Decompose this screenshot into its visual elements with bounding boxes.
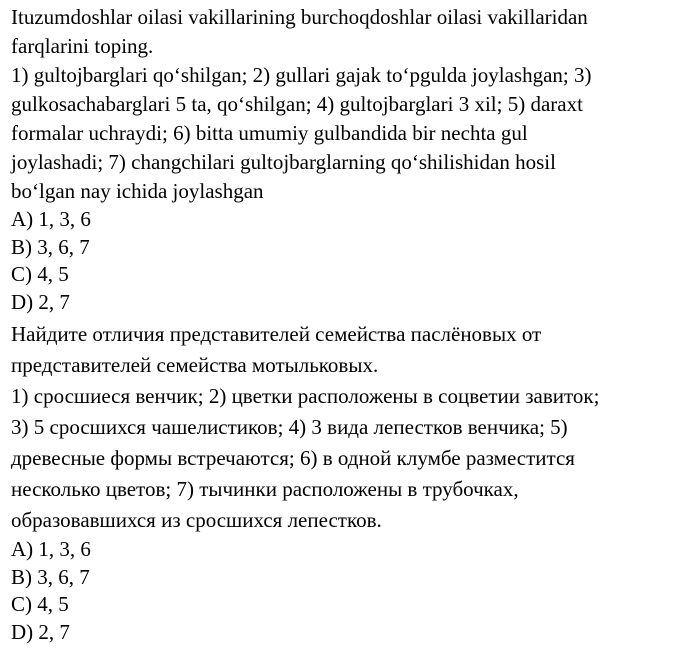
options-ru	[11, 536, 691, 646]
question-uz-line-6: joylashadi; 7) changchilari gultojbarglarning qo‘shilishidan hosil	[11, 150, 556, 174]
question-uz-line-3: 1) gultojbarglari qo‘shilgan; 2) gullari gajak to‘pgulda joylashgan; 3)	[11, 63, 592, 87]
question-ru-line-7: образовавшихся из сросшихся лепестков.	[11, 508, 382, 532]
option-uz-d: D) 2, 7	[11, 289, 70, 314]
option-uz-a: A) 1, 3, 6	[11, 207, 91, 231]
question-ru-line-1: Найдите отличия представителей семейства паслёновых от	[11, 322, 542, 346]
question-uz-line-4: gulkosachabarglari 5 ta, qo‘shilgan; 4) gultojbarglari 3 xil; 5) daraxt	[11, 92, 583, 116]
option-ru-c: C) 4, 5	[11, 592, 69, 616]
question-ru	[11, 319, 691, 646]
question-ru-line-6: несколько цветов; 7) тычинки расположены в трубочках,	[11, 477, 519, 501]
question-uz-line-5: formalar uchraydi; 6) bitta umumiy gulbandida bir nechta gul	[11, 121, 528, 145]
document	[11, 3, 691, 646]
question-uz-line-1: Ituzumdoshlar oilasi vakillarining burchoqdoshlar oilasi vakillaridan	[11, 5, 588, 29]
question-uz	[11, 3, 691, 316]
question-uz-line-2: farqlarini toping.	[11, 34, 154, 58]
option-ru-a: A) 1, 3, 6	[11, 537, 91, 561]
option-ru-d: D) 2, 7	[11, 619, 70, 644]
question-uz-line-7: bo‘lgan nay ichida joylashgan	[11, 179, 264, 203]
option-ru-b: B) 3, 6, 7	[11, 564, 90, 589]
question-ru-line-2: представителей семейства мотыльковых.	[11, 353, 379, 377]
question-ru-line-3: 1) сросшиеся венчик; 2) цветки расположены в соцветии завиток;	[11, 384, 600, 408]
options-uz	[11, 206, 691, 316]
question-ru-line-4: 3) 5 сросшихся чашелистиков; 4) 3 вида лепестков венчика; 5)	[11, 415, 568, 439]
option-uz-c: C) 4, 5	[11, 262, 69, 286]
option-uz-b: B) 3, 6, 7	[11, 234, 90, 259]
question-ru-line-5: древесные формы встречаются; 6) в одной клумбе разместится	[11, 446, 575, 470]
